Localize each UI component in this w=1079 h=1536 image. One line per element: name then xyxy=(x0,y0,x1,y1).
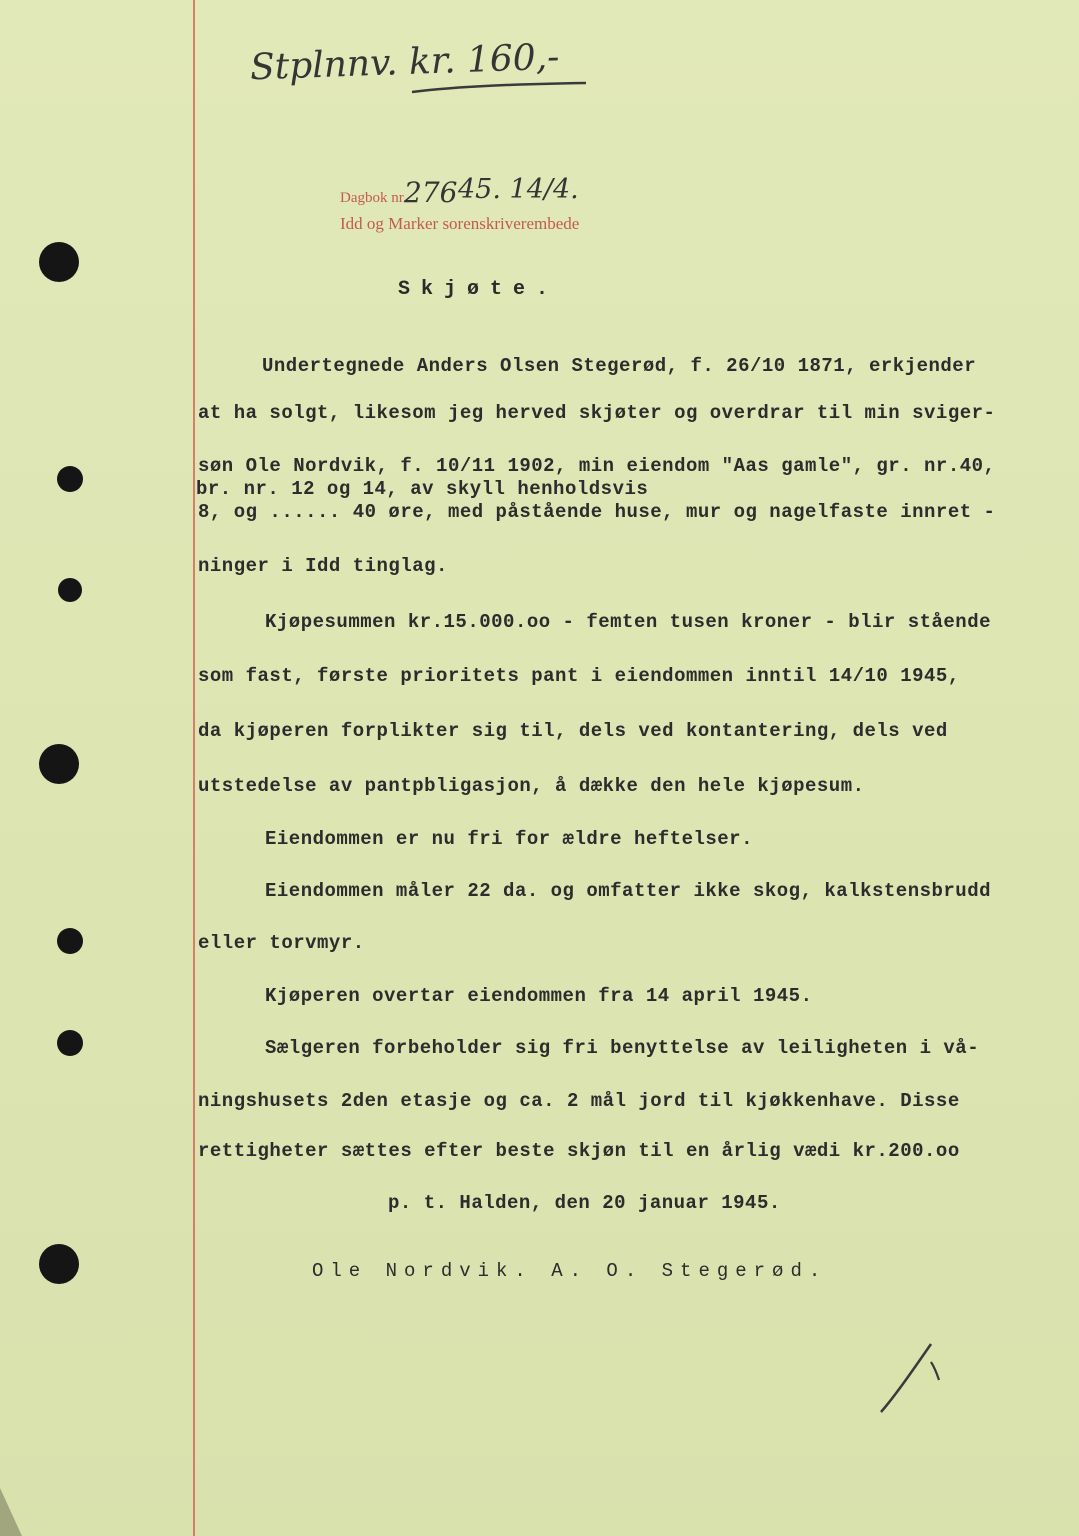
body-line: eller torvmyr. xyxy=(198,932,365,954)
body-line: søn Ole Nordvik, f. 10/11 1902, min eiendom "Aas gamle", gr. nr.40, xyxy=(198,455,996,477)
body-line: at ha solgt, likesom jeg herved skjøter og overdrar til min sviger- xyxy=(198,402,996,424)
body-line: Undertegnede Anders Olsen Stegerød, f. 26/10 1871, erkjender xyxy=(262,355,977,377)
check-mark-icon xyxy=(875,1338,955,1418)
body-line: Kjøpesummen kr.15.000.oo - femten tusen kroner - blir stående xyxy=(265,611,992,633)
stamp-office: Idd og Marker sorenskriverembede xyxy=(340,214,580,233)
body-line: da kjøperen forplikter sig til, dels ved kontantering, dels ved xyxy=(198,720,948,742)
handwritten-underline xyxy=(410,80,590,96)
signatures: Ole Nordvik. A. O. Stegerød. xyxy=(312,1260,828,1282)
body-line: som fast, første prioritets pant i eiendommen inntil 14/10 1945, xyxy=(198,665,960,687)
punch-hole xyxy=(39,242,79,282)
punch-hole xyxy=(57,928,83,954)
stamp-label: Dagbok nr. xyxy=(340,190,407,206)
body-line: ninger i Idd tinglag. xyxy=(198,555,448,577)
punch-hole xyxy=(58,578,82,602)
stamp-journal-suffix: 45. 14/4. xyxy=(458,174,579,205)
punch-hole xyxy=(57,466,83,492)
torn-corner xyxy=(0,1488,30,1536)
body-line: Sælgeren forbeholder sig fri benyttelse av leiligheten i vå- xyxy=(265,1037,980,1059)
body-line: rettigheter sættes efter beste skjøn til en årlig vædi kr.200.oo xyxy=(198,1140,960,1162)
stamp-journal-number: 276 xyxy=(404,176,458,209)
body-line: utstedelse av pantpbligasjon, å dække den hele kjøpesum. xyxy=(198,775,865,797)
place-date: p. t. Halden, den 20 januar 1945. xyxy=(388,1192,781,1214)
body-line: Eiendommen måler 22 da. og omfatter ikke skog, kalkstensbrudd xyxy=(265,880,992,902)
body-line: br. nr. 12 og 14, av skyll henholdsvis xyxy=(196,478,649,500)
punch-hole xyxy=(57,1030,83,1056)
body-line: 8, og ...... 40 øre, med påstående huse, mur og nagelfaste innret - xyxy=(198,501,996,523)
body-line: ningshusets 2den etasje og ca. 2 mål jord til kjøkkenhave. Disse xyxy=(198,1090,960,1112)
margin-line xyxy=(193,0,195,1536)
punch-hole xyxy=(39,1244,79,1284)
body-line: Eiendommen er nu fri for ældre heftelser. xyxy=(265,828,753,850)
handwritten-note: Stplnnv. kr. 160,- xyxy=(249,36,560,89)
document-title: Skjøte. xyxy=(398,278,560,301)
punch-hole xyxy=(39,744,79,784)
body-line: Kjøperen overtar eiendommen fra 14 april 1945. xyxy=(265,985,813,1007)
